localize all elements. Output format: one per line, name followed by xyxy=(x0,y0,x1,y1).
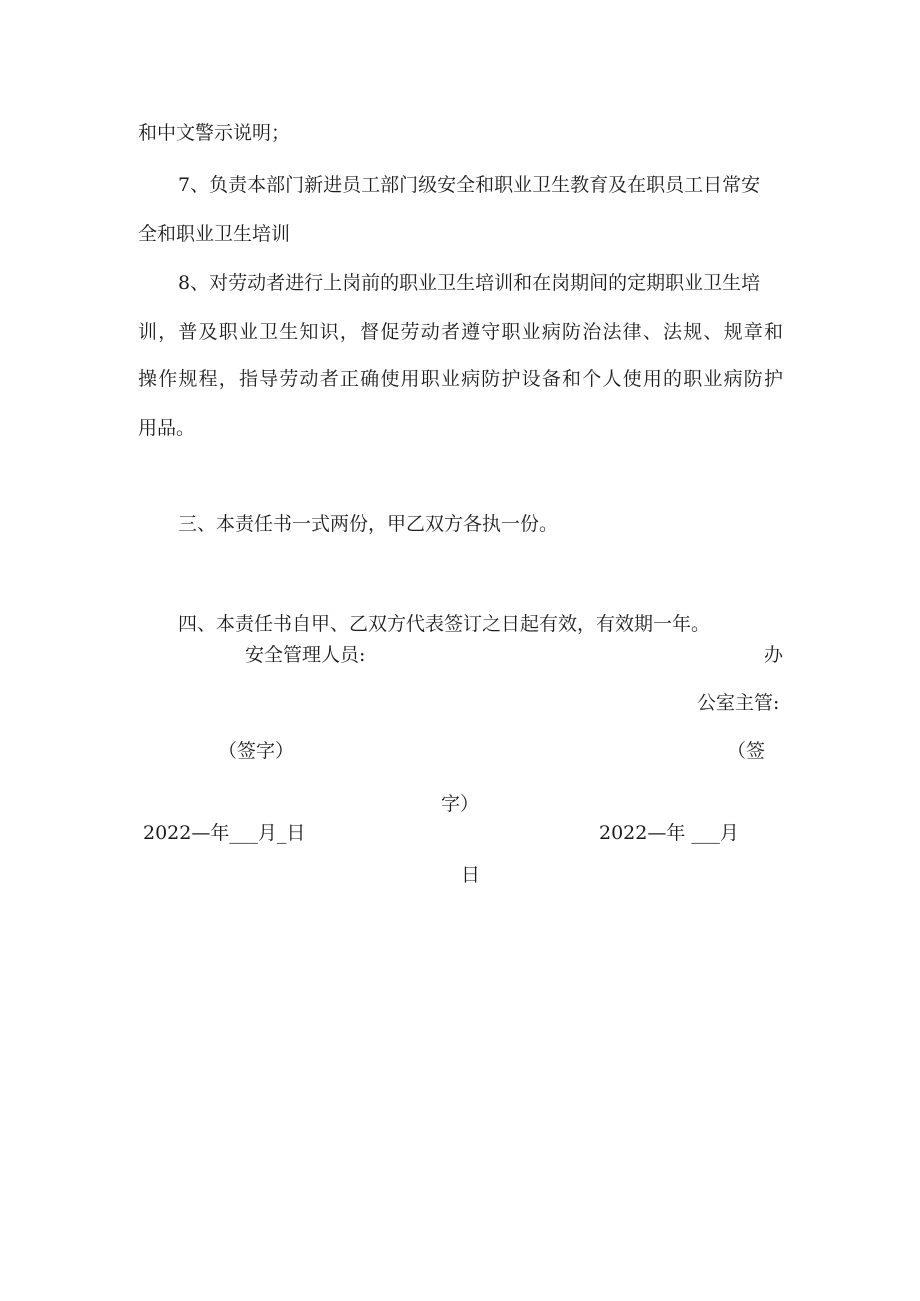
item6-tail: 和中文警示说明； xyxy=(138,122,291,144)
right-signature-label-part1: （签 xyxy=(727,740,766,762)
item8-line3: 操作规程，指导劳动者正确使用职业病防护设备和个人使用的职业病防护 xyxy=(138,368,783,390)
clause-3: 三、本责任书一式两份，甲乙双方各执一份。 xyxy=(178,513,559,535)
item8-line4: 用品。 xyxy=(138,417,196,439)
left-signatory-role: 安全管理人员: xyxy=(245,644,366,666)
right-signatory-role-part2: 公室主管: xyxy=(697,692,780,714)
item8-line1: 8、对劳动者进行上岗前的职业卫生培训和在岗期间的定期职业卫生培 xyxy=(178,272,761,294)
right-signature-label-part2: 字） xyxy=(441,793,480,815)
item7-line2: 全和职业卫生培训 xyxy=(138,223,291,245)
left-signature-label: （签字） xyxy=(218,740,295,762)
right-date-tail: 日 xyxy=(461,864,481,886)
clause-4: 四、本责任书自甲、乙双方代表签订之日起有效，有效期一年。 xyxy=(178,613,711,635)
right-signatory-role-part1: 办 xyxy=(764,644,784,666)
item7-line1: 7、负责本部门新进员工部门级安全和职业卫生教育及在职员工日常安 xyxy=(178,174,761,196)
left-date: 2022—年___月_日 xyxy=(143,822,306,844)
right-date: 2022—年 ___月 xyxy=(599,822,739,844)
item8-line2: 训，普及职业卫生知识，督促劳动者遵守职业病防治法律、法规、规章和 xyxy=(138,321,783,343)
